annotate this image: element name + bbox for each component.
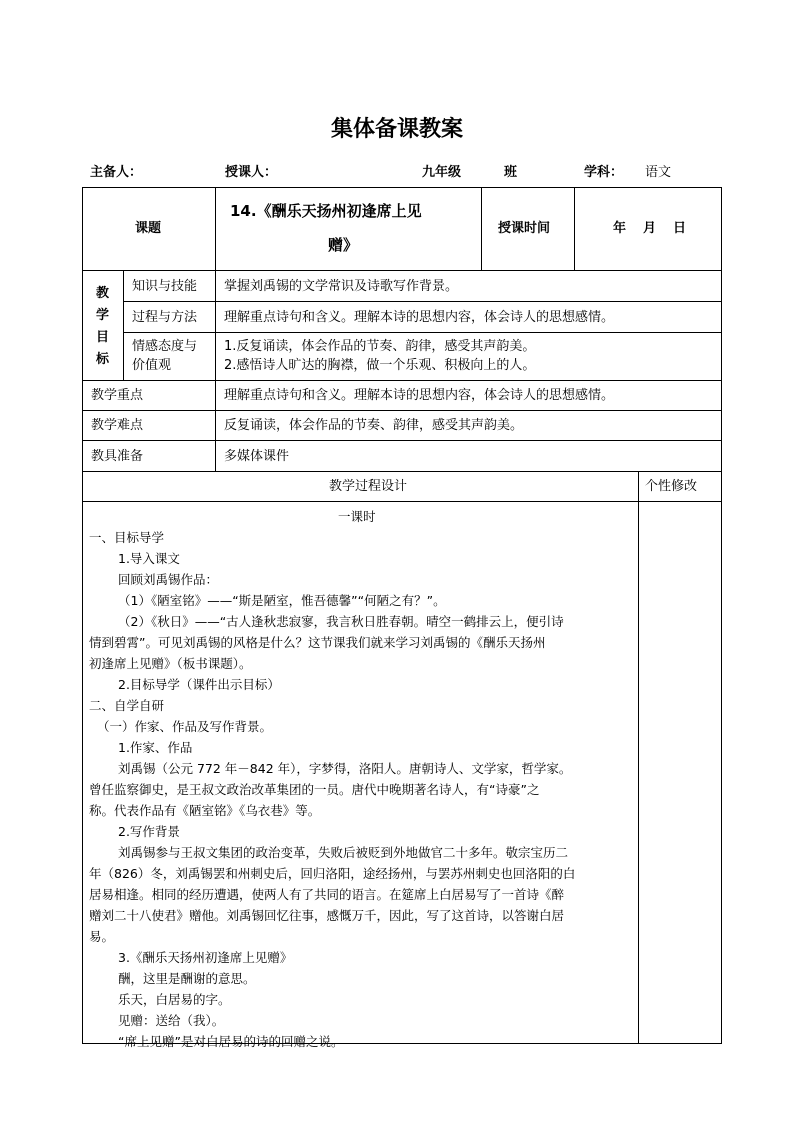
date-month: 月	[643, 221, 657, 236]
subject-value: 语文	[645, 165, 672, 180]
process-line: 3.《酬乐天扬州初逢席上见赠》	[118, 950, 293, 965]
subject-label: 学科：	[584, 165, 624, 180]
process-line: 一课时	[338, 509, 376, 524]
objectives-label-cell	[82, 270, 124, 381]
process-line: 居易相逢。相同的经历遭遇，使两人有了共同的语言。在筵席上白居易写了一首诗《醉	[89, 887, 565, 902]
process-line: 一、目标导学	[89, 530, 165, 545]
process-header: 教学过程设计	[329, 479, 408, 494]
objective-content-cell	[215, 301, 722, 333]
personal-notes-column[interactable]	[638, 501, 722, 1044]
objectives-label-char: 标	[96, 352, 110, 367]
topic-label-cell	[82, 187, 216, 271]
process-line: 赠刘二十八使君》赠他。刘禹锡回忆往事，感慨万千，因此，写了这首诗，以答谢白居	[89, 908, 565, 923]
process-line: “席上见赠”是对白居易的诗的回赠之说。	[118, 1034, 344, 1049]
materials-content: 多媒体课件	[224, 449, 290, 464]
objective-content: 理解重点诗句和含义。理解本诗的思想内容，体会诗人的思想感情。	[224, 310, 615, 325]
materials-label: 教具准备	[91, 449, 144, 464]
process-line: 初逢席上见赠》（板书课题）。	[89, 656, 252, 671]
objectives-label-char: 学	[96, 308, 110, 323]
process-line: 1.导入课文	[118, 551, 180, 566]
process-line: 年（826）冬，刘禹锡罢和州刺史后，回归洛阳，途经扬州，与罢苏州刺史也回洛阳的白	[89, 866, 576, 881]
process-header-cell	[82, 471, 639, 502]
info-content-cell	[215, 380, 722, 411]
objective-content-line2: 2.感悟诗人旷达的胸襟，做一个乐观、积极向上的人。	[224, 358, 536, 373]
process-line: 二、自学自研	[89, 698, 165, 713]
objectives-label-char: 教	[96, 286, 110, 301]
process-body	[82, 501, 639, 1049]
info-content-cell	[215, 440, 722, 472]
date-year: 年	[613, 221, 627, 236]
objective-category-cell	[123, 332, 216, 381]
info-content-cell	[215, 410, 722, 441]
objective-content-cell	[215, 332, 722, 381]
teacher-label: 授课人：	[225, 165, 278, 180]
time-label: 授课时间	[498, 221, 551, 236]
process-line: 乐天，白居易的字。	[118, 992, 231, 1007]
objective-content-line1: 1.反复诵读，体会作品的节奏、韵律，感受其声韵美。	[224, 339, 536, 354]
key-point-content: 理解重点诗句和含义。理解本诗的思想内容，体会诗人的思想感情。	[224, 388, 615, 403]
side-header: 个性修改	[645, 479, 698, 494]
objective-category-cell	[123, 301, 216, 333]
difficulty-content: 反复诵读，体会作品的节奏、韵律，感受其声韵美。	[224, 418, 524, 433]
process-line: 曾任监察御史，是王叔文政治改革集团的一员。唐代中晚期著名诗人，有“诗豪”之	[89, 782, 540, 797]
date-cell	[574, 187, 722, 271]
process-line: 酬，这里是酬谢的意思。	[118, 971, 256, 986]
objective-content: 掌握刘禹锡的文学常识及诗歌写作背景。	[224, 279, 459, 294]
process-line: （一）作家、作品及写作背景。	[97, 719, 273, 734]
side-header-cell	[638, 471, 722, 502]
process-line: （1）《陋室铭》——“斯是陋室，惟吾德馨”“何陋之有？”。	[118, 593, 446, 608]
process-line: 刘禹锡（公元 772 年－842 年），字梦得，洛阳人。唐朝诗人、文学家，哲学家。	[118, 761, 572, 776]
objective-category-line1: 情感态度与	[132, 339, 198, 354]
objective-category: 过程与方法	[132, 310, 198, 325]
process-line: 2.目标导学（课件出示目标）	[118, 677, 280, 692]
objective-category-cell	[123, 270, 216, 302]
class-label: 班	[504, 165, 518, 180]
topic-label: 课题	[135, 221, 162, 236]
process-line: 1.作家、作品	[118, 740, 193, 755]
process-line: 称。代表作品有《陋室铭》《乌衣巷》等。	[89, 803, 321, 818]
header-row	[90, 161, 710, 181]
key-point-label: 教学重点	[91, 388, 144, 403]
objective-category-line2: 价值观	[132, 358, 172, 373]
process-line: （2）《秋日》——“古人逢秋悲寂寥，我言秋日胜春朝。晴空一鹤排云上，便引诗	[118, 614, 564, 629]
info-label-cell	[82, 380, 216, 411]
info-label-cell	[82, 440, 216, 472]
process-line: 见赠：送给（我）。	[118, 1013, 225, 1028]
process-line: 回顾刘禹锡作品：	[118, 572, 219, 587]
objectives-label-char: 目	[96, 330, 110, 345]
objective-category: 知识与技能	[132, 279, 198, 294]
difficulty-label: 教学难点	[91, 418, 144, 433]
time-label-cell	[481, 187, 575, 271]
topic-value-cell	[215, 187, 482, 271]
grade-label: 九年级	[422, 165, 462, 180]
main-preparer-label: 主备人：	[90, 165, 143, 180]
process-line: 情到碧霄”。可见刘禹锡的风格是什么？这节课我们就来学习刘禹锡的《酬乐天扬州	[89, 635, 546, 650]
process-line: 2.写作背景	[118, 824, 180, 839]
info-label-cell	[82, 410, 216, 441]
process-line: 易。	[89, 929, 115, 944]
objective-content-cell	[215, 270, 722, 302]
topic-value-line2: 赠》	[328, 236, 359, 254]
document-title: 集体备课教案	[330, 117, 463, 142]
date-day: 日	[673, 221, 687, 236]
topic-value-line1: 14.《酬乐天扬州初逢席上见	[230, 202, 422, 220]
process-line: 刘禹锡参与王叔文集团的政治变革，失败后被贬到外地做官二十多年。敬宗宝历二	[118, 845, 569, 860]
